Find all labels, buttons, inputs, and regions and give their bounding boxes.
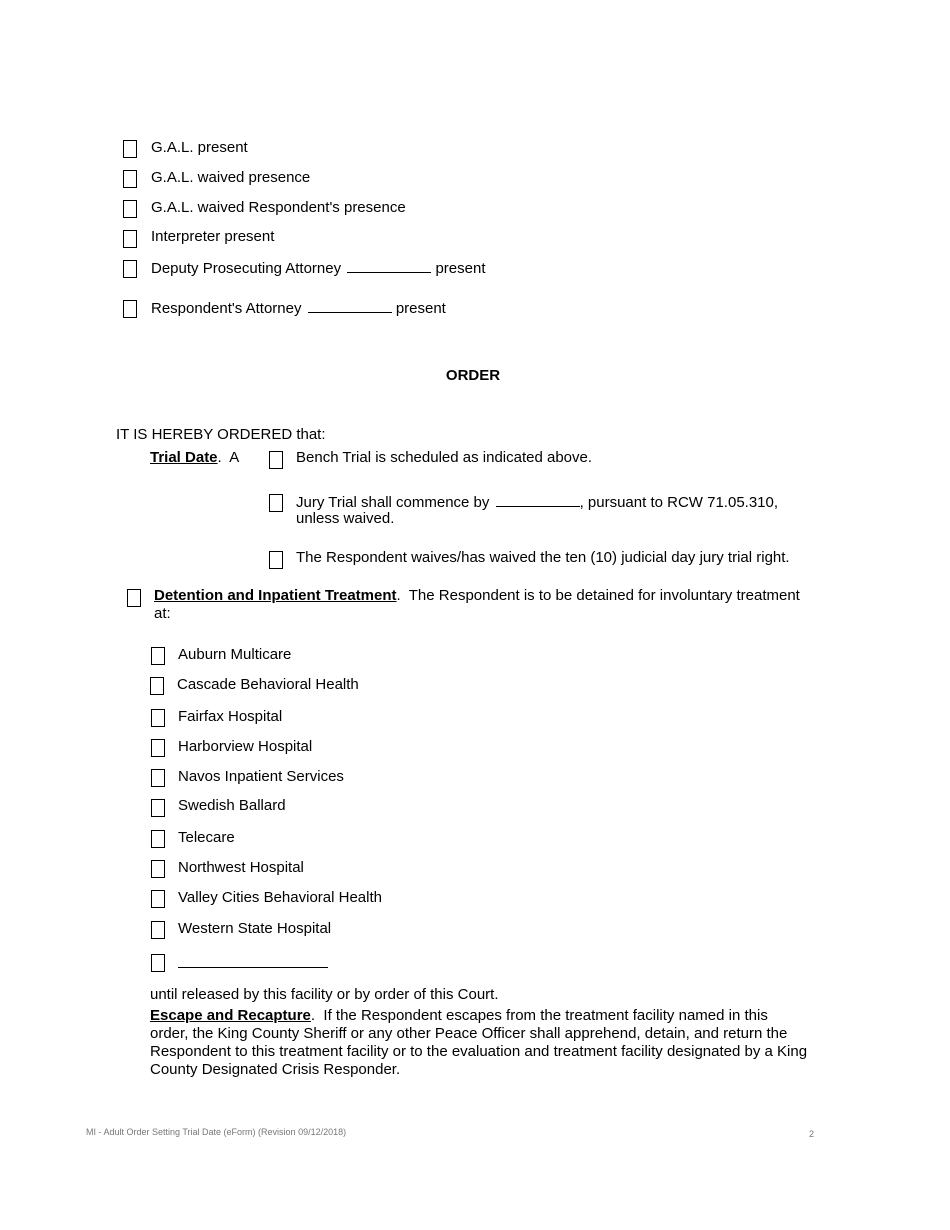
gal-waived-presence-checkbox[interactable]: [123, 170, 137, 188]
jury-trial-date-field[interactable]: [496, 492, 580, 507]
gal-present-label: G.A.L. present: [151, 139, 248, 156]
facility-checkbox-valley-cities[interactable]: [151, 890, 165, 908]
detention-label: Detention and Inpatient Treatment: [154, 587, 397, 604]
detention-text: The Respondent is to be detained for involuntary treatment: [408, 587, 800, 604]
resp-attorney-name-field[interactable]: [308, 298, 392, 313]
bench-trial-label: Bench Trial is scheduled as indicated above.: [296, 449, 593, 466]
facility-checkbox-other[interactable]: [151, 954, 165, 972]
facility-label-fairfax: Fairfax Hospital: [178, 708, 283, 725]
facility-label-harborview: Harborview Hospital: [178, 738, 313, 755]
facility-checkbox-northwest[interactable]: [151, 860, 165, 878]
facility-checkbox-swedish[interactable]: [151, 799, 165, 817]
escape-line4: County Designated Crisis Responder.: [150, 1061, 401, 1078]
jury-trial-row: [296, 492, 778, 512]
facility-label-auburn: Auburn Multicare: [178, 646, 292, 663]
trial-date-after: . A: [217, 449, 240, 466]
jury-trial-checkbox[interactable]: [269, 494, 283, 512]
waiver-label: The Respondent waives/has waived the ten (10) judicial day jury trial right.: [296, 549, 790, 566]
facility-other-field[interactable]: [178, 953, 328, 968]
order-heading: ORDER: [445, 367, 501, 384]
interpreter-present-label: Interpreter present: [151, 228, 275, 245]
gal-waived-presence-label: G.A.L. waived presence: [151, 169, 311, 186]
facility-label-navos: Navos Inpatient Services: [178, 768, 344, 785]
detention-checkbox[interactable]: [127, 589, 141, 607]
dpa-present-row: [151, 258, 486, 278]
gal-present-checkbox[interactable]: [123, 140, 137, 158]
dpa-name-field[interactable]: [347, 258, 431, 273]
trial-date-heading: [150, 449, 239, 467]
escape-line1-row: Escape and Recapture. If the Respondent escapes from the treatment facility named in this: [150, 1007, 768, 1024]
facility-label-valley-cities: Valley Cities Behavioral Health: [178, 889, 382, 906]
facility-checkbox-cascade[interactable]: [150, 677, 164, 695]
escape-line2: order, the King County Sheriff or any other Peace Officer shall apprehend, detain, and return the: [150, 1025, 788, 1042]
jury-trial-line2: unless waived.: [296, 510, 395, 527]
until-released: until released by this facility or by order of this Court.: [150, 986, 499, 1003]
facility-other-row: [178, 953, 328, 973]
escape-line3: Respondent to this treatment facility or to the evaluation and treatment facility designated by a King: [150, 1043, 808, 1060]
facility-label-northwest: Northwest Hospital: [178, 859, 304, 876]
escape-label: Escape and Recapture: [150, 1007, 311, 1024]
trial-date-label: Trial Date: [150, 449, 218, 466]
facility-checkbox-telecare[interactable]: [151, 830, 165, 848]
jury-trial-pre: Jury Trial shall commence by: [296, 494, 490, 511]
dpa-label: Deputy Prosecuting Attorney: [151, 260, 342, 277]
footer-form-name: MI - Adult Order Setting Trial Date (eForm) (Revision 09/12/2018): [86, 1127, 347, 1137]
detention-row: Detention and Inpatient Treatment. The Respondent is to be detained for involuntary treatment: [154, 587, 800, 604]
facility-checkbox-western-state[interactable]: [151, 921, 165, 939]
facility-label-swedish: Swedish Ballard: [178, 797, 286, 814]
resp-attorney-present-row: [151, 298, 446, 318]
resp-attorney-suffix: present: [395, 300, 446, 317]
facility-checkbox-navos[interactable]: [151, 769, 165, 787]
interpreter-present-checkbox[interactable]: [123, 230, 137, 248]
gal-waived-respondent-checkbox[interactable]: [123, 200, 137, 218]
facility-label-telecare: Telecare: [178, 829, 235, 846]
gal-waived-respondent-label: G.A.L. waived Respondent's presence: [151, 199, 406, 216]
ordered-intro: IT IS HEREBY ORDERED that:: [116, 426, 326, 443]
dpa-suffix: present: [435, 260, 486, 277]
facility-label-western-state: Western State Hospital: [178, 920, 332, 937]
dpa-present-checkbox[interactable]: [123, 260, 137, 278]
facility-label-cascade: Cascade Behavioral Health: [177, 676, 359, 693]
resp-attorney-label: Respondent's Attorney: [151, 300, 302, 317]
jury-trial-post: , pursuant to RCW 71.05.310,: [579, 494, 779, 511]
facility-checkbox-auburn[interactable]: [151, 647, 165, 665]
facility-checkbox-harborview[interactable]: [151, 739, 165, 757]
resp-attorney-present-checkbox[interactable]: [123, 300, 137, 318]
detention-text2: at:: [154, 605, 171, 622]
facility-checkbox-fairfax[interactable]: [151, 709, 165, 727]
escape-line1: If the Respondent escapes from the treatment facility named in this: [323, 1007, 768, 1024]
bench-trial-checkbox[interactable]: [269, 451, 283, 469]
waiver-checkbox[interactable]: [269, 551, 283, 569]
footer-page-number: 2: [809, 1129, 815, 1139]
